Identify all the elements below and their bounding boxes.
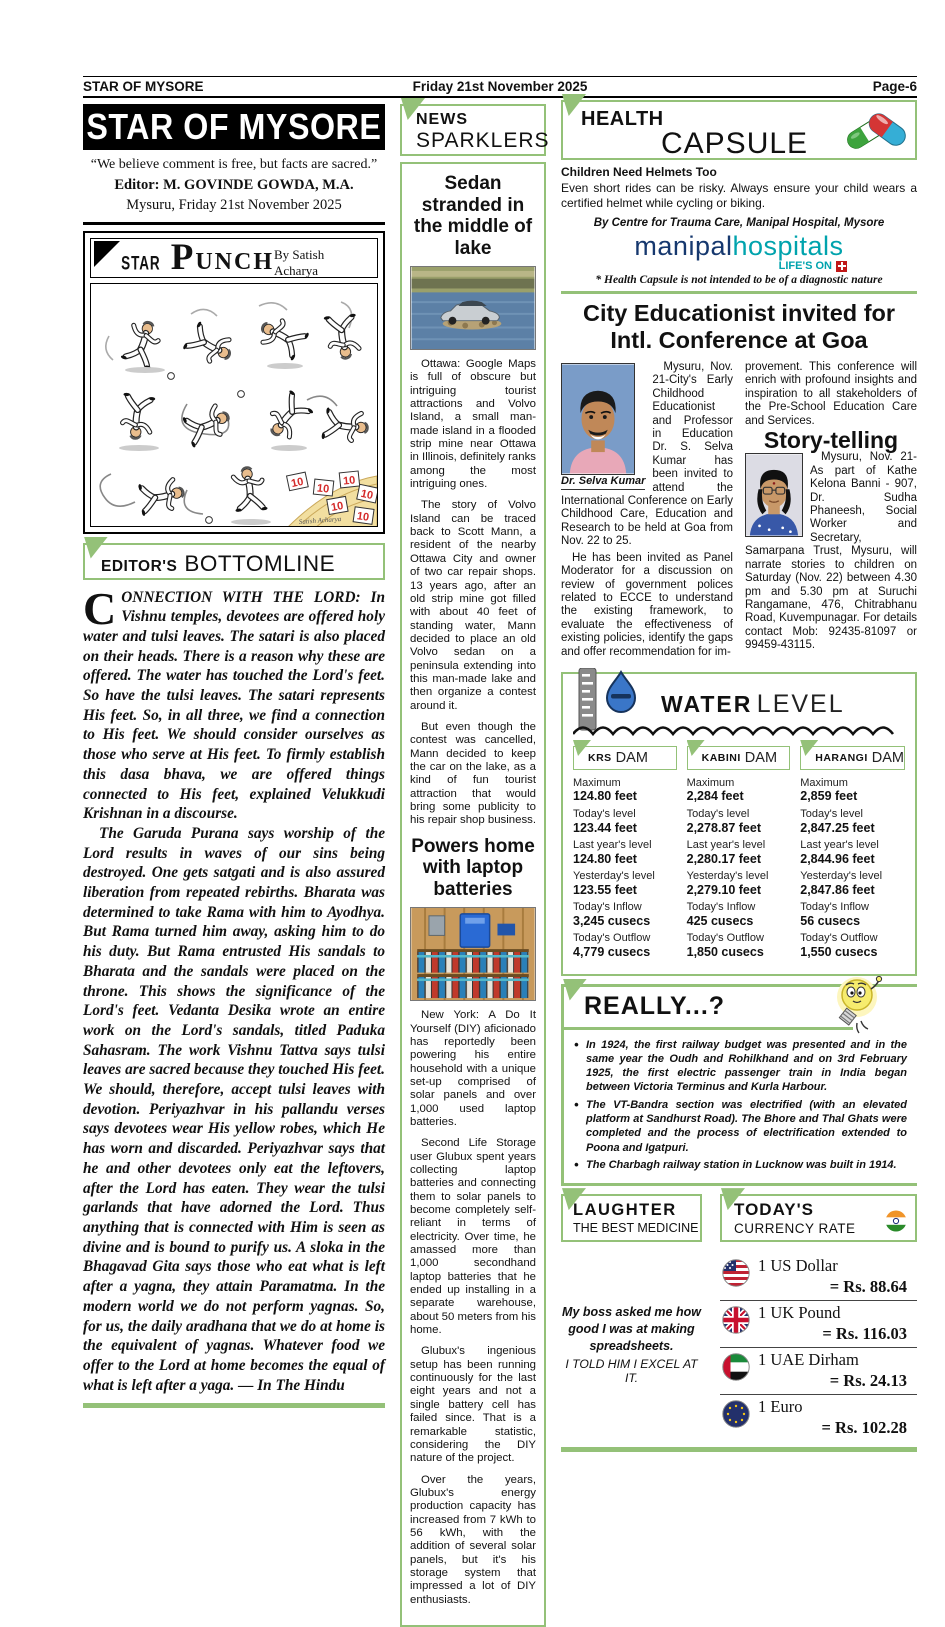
red-cross-icon: [836, 261, 847, 272]
really-facts-list: [564, 1030, 917, 1184]
svg-text:10: 10: [290, 475, 305, 490]
uae-flag-icon: [722, 1353, 750, 1386]
water-level-section: [561, 672, 917, 976]
health-capsule-header: [561, 100, 917, 160]
drop-cap: C: [83, 582, 117, 634]
currency-subtitle: CURRENCY RATE: [734, 1221, 856, 1237]
dam-name: HARANGI: [815, 751, 868, 764]
dam-stat: Maximum 2,284 feet: [686, 776, 744, 804]
selva-kumar-photo: [561, 363, 645, 488]
really-section: [561, 984, 917, 1187]
masthead-motto: “We believe comment is free, but facts are sacred.”: [90, 157, 378, 172]
title-level: LEVEL: [756, 689, 845, 718]
dam-stat: Today's Inflow 425 cusecs: [686, 901, 756, 928]
really-title: REALLY...?: [584, 992, 726, 1020]
page-header: [83, 76, 917, 98]
news-sparklers-header: [400, 104, 550, 156]
dam-krs: [573, 746, 677, 964]
currency-name: 1 UAE Dirham: [758, 1350, 859, 1370]
eu-flag-icon: [722, 1400, 750, 1433]
star-punch-title: PUNCH: [170, 237, 275, 278]
dam-stat: Last year's level 2,844.96 feet: [800, 839, 879, 866]
city-educationist-article: [561, 361, 917, 662]
fact-item: • The VT-Bandra section was electrified (with an elevated platform at Sandhurst Road). The Bhore and Thal Ghats were completed and the process of electrification extended to Poona and Igatpuri.: [572, 1098, 907, 1155]
dam-stat: Yesterday's level 123.55 feet: [573, 870, 655, 897]
laughter-section: [561, 1194, 702, 1441]
masthead-editor: Editor: M. GOVINDE GOWDA, M.A.: [114, 177, 354, 193]
cartoon-image: [90, 283, 378, 527]
article-column-2: [745, 361, 917, 662]
star-punch-header: [90, 238, 378, 278]
story-headline: Sedan stranded in the middle of lake: [413, 173, 533, 259]
capsule-pills-icon: [843, 106, 909, 163]
news-sparklers-kicker: NEWS: [416, 111, 468, 128]
article-column-1: [561, 361, 733, 662]
article-paragraph: provement. This conference will enrich with profound insights and inspiration to all stakeholders of the Pre-School Education Care and Services.: [745, 361, 917, 427]
dam-stat: Today's level 2,847.25 feet: [800, 808, 875, 835]
wave-line-icon: [573, 720, 905, 743]
currency-value: = Rs. 88.64: [829, 1277, 907, 1297]
story-paragraph: Over the years, Glubux's energy production capacity has increased from 7 kWh to 56 kWh, with the addition of several solar panels, but it's his storage system that impressed a lot of DIY enthusiasts.: [410, 1473, 536, 1606]
dam-name: KABINI: [701, 751, 741, 764]
dam-stat: Maximum 2,859 feet: [800, 776, 858, 804]
dam-stat: Today's Outflow 1,850 cusecs: [686, 932, 764, 959]
dam-stat: Today's Inflow 56 cusecs: [800, 901, 869, 928]
story-paragraph: Second Life Storage user Glubux spent years collecting laptop batteries and connecting them to solar panels to become completely self-reliant in terms of electricity. Over time, he amassed more than 1,000 secondhand laptop batteries that he ended up installing in a separate warehouse, about 50 meters from his home.: [410, 1137, 536, 1337]
article-paragraph: Mysuru, Nov. 21- As part of Kathe Kelona Banni - 907, Dr. Sudha Phaneesh, Social Worker and Secretary, Samarpana Trust, Mysuru, will narrate stories to children on Saturday (Nov. 22) between 4.30 pm and 5.30 pm at Suruchi Rangamane, 476, Chitrabhanu Road, Kuvempunagar. For details contact Mob: 92435-81097 or 99459-43115.: [745, 451, 917, 652]
page-number: Page-6: [872, 79, 917, 94]
dam-stat: Yesterday's level 2,847.86 feet: [800, 870, 883, 897]
dam-stat: Last year's level 124.80 feet: [573, 839, 652, 866]
story-paragraph: Ottawa: Google Maps is full of obscure but intriguing tourist attractions and Volvo Island, a small man-made island in a flooded strip mine near Ottawa in Illinois, definitely ranks among the most intriguing ones.: [410, 358, 536, 491]
currency-header: [720, 1194, 917, 1242]
dam-stat: Today's Outflow 1,550 cusecs: [800, 932, 878, 959]
column-end-rule: [561, 1447, 917, 1452]
fact-item: • The Charbagh railway station in Lucknow was built in 1914.: [572, 1158, 907, 1172]
svg-text:10: 10: [359, 487, 375, 502]
sedan-on-lake-photo: [410, 266, 536, 350]
water-level-title: [661, 690, 845, 719]
green-corner-triangle-icon: [84, 537, 108, 559]
dam-stat: Today's Inflow 3,245 cusecs: [573, 901, 651, 928]
joke-text: [561, 1304, 702, 1385]
gymnast-cartoon-illustration: [91, 284, 377, 527]
logo-manipal: manipal: [634, 231, 733, 261]
manipal-hospitals-logo: [561, 231, 917, 262]
dam-stat: Maximum 124.80 feet: [573, 776, 637, 804]
story-headline: Powers home with laptop batteries: [411, 835, 535, 900]
right-column: [561, 100, 917, 1452]
svg-text:10: 10: [356, 509, 370, 524]
currency-title: TODAY'S: [734, 1200, 815, 1220]
health-capsule-disclaimer: * Health Capsule is not intended to be of a diagnostic nature: [595, 274, 883, 286]
really-header: [564, 987, 917, 1027]
currency-name: 1 Euro: [758, 1397, 803, 1417]
dam-stat: Today's level 123.44 feet: [573, 808, 637, 835]
star-punch-cartoon-box: [83, 231, 385, 534]
photo-caption: Dr. Selva Kumar: [561, 474, 645, 490]
article-paragraph: Mysuru, Nov. 21-City's Early Childhood Educationist and Professor in Education Dr. S. Selva Kumar has been invited to attend the International Conference on Early Childhood Care, Education and Research to be held at Goa from Nov. 22 to 25.: [561, 361, 733, 548]
svg-text:10: 10: [316, 481, 330, 496]
article-paragraph: He has been invited as Panel Moderator for a discussion on review of government polices related to ECCE to understand the existing framework, to evaluate the effectiveness of existing policies, identify the gaps and offer recommendation for im-: [561, 551, 733, 658]
dam-word: DAM: [615, 749, 648, 766]
title-water: WATER: [661, 690, 753, 717]
svg-text:10: 10: [330, 499, 345, 514]
star-punch-kicker: STAR: [121, 252, 161, 275]
paper-name: STAR OF MYSORE: [83, 79, 204, 94]
dam-word: DAM: [871, 749, 904, 766]
story-paragraph: Glubux's ingenious setup has been running continuously for the last eight years and not a single battery cell has failed since. That is a remarkable statistic, considering the DIY nature of the project.: [410, 1345, 536, 1465]
editors-bottomline-title: BOTTOMLINE: [184, 550, 336, 576]
currency-value: = Rs. 116.03: [822, 1324, 907, 1344]
uk-flag-icon: [722, 1306, 750, 1339]
dam-stat: Today's level 2,278.87 feet: [686, 808, 761, 835]
masthead: [83, 104, 385, 150]
dam-header: [573, 746, 677, 770]
editors-bottomline-article: [83, 582, 385, 1396]
dam-kabini: [687, 746, 791, 964]
currency-rate-row: [720, 1348, 917, 1395]
black-corner-triangle-icon: [94, 241, 120, 267]
logo-hospitals: hospitals: [732, 231, 844, 261]
svg-text:10: 10: [342, 473, 356, 488]
left-column: [83, 104, 385, 1408]
health-capsule-title: CAPSULE: [661, 127, 809, 160]
masthead-title: STAR OF MYSORE: [86, 105, 382, 148]
divider: [83, 222, 385, 225]
laughter-subtitle: THE BEST MEDICINE: [573, 1221, 699, 1236]
story-paragraph: The story of Volvo Island can be traced back to Scott Mann, a resident of the nearby Ottawa City and owner of two car repair shops. 13 years ago, after an old strip mine got filled with about 40 feet of standing water, Mann decided to place an old Volvo sedan on a peninsula extending into this man-made lake and then organize a contest around it.: [410, 499, 536, 712]
dam-header: [687, 746, 791, 770]
article-paragraph: [83, 582, 385, 824]
currency-value: = Rs. 102.28: [821, 1418, 907, 1438]
dam-name: KRS: [588, 751, 612, 764]
currency-section: [720, 1194, 917, 1441]
divider: [561, 291, 917, 294]
joke-punchline: I TOLD HIM I EXCEL AT IT.: [565, 1357, 698, 1386]
currency-rates-list: [720, 1254, 917, 1441]
news-sparklers-column: [400, 104, 550, 1627]
story-telling-headline: Story-telling: [763, 427, 899, 454]
city-educationist-headline: City Educationist invited for Intl. Conference at Goa: [582, 300, 896, 353]
us-flag-icon: [722, 1259, 750, 1292]
editors-bottomline-kicker: EDITOR'S: [101, 557, 178, 575]
story-paragraph: New York: A Do It Yourself (DIY) aficionado has reportedly been powering his entire household with a unique set-up comprised of solar panels and over 1,000 used laptop batteries.: [410, 1009, 536, 1128]
currency-rate-row: [720, 1301, 917, 1348]
dam-word: DAM: [744, 749, 778, 766]
dam-header: [800, 746, 905, 770]
joke-setup: My boss asked me how good I was at making spreadsheets.: [562, 1305, 701, 1354]
star-punch-byline: By Satish Acharya: [274, 246, 325, 278]
story-paragraph: But even though the contest was cancelled, Mann decided to keep the car on the lake, as a kind of fun tourist attraction that would bring some publicity to his repair shop business.: [410, 720, 536, 827]
dam-stat: Today's Outflow 4,779 cusecs: [573, 932, 651, 959]
currency-rate-row: [720, 1254, 917, 1301]
page-date: Friday 21st November 2025: [412, 79, 588, 94]
fact-item: • In 1924, the first railway budget was presented and in the same year the Oudh and Rohilkhand and on 3rd February 1925, the first electric passenger train in India began between Victoria Terminus and Kurla Harbour.: [572, 1038, 907, 1095]
paragraph-text: ONNECTION WITH THE LORD: In Vishnu temples, devotees are offered holy water and tulsi leaves. The satari is also placed on their heads. There is a reason why these are offered. The water has touched the Lord's feet. So have the tulsi leaves. The satari represents His feet. So, in all three, we find a connection to His feet. We should consider ourselves as those who serve at His feet. To firmly establish this dasa bhava, we are offered things connected to His feet, explained Velukkudi Krishnan in a discourse.: [83, 588, 385, 823]
news-sparklers-body: [400, 162, 546, 1627]
bottom-row: [561, 1194, 917, 1441]
tagline-text: LIFE'S ON: [778, 260, 832, 272]
column-end-rule: [83, 1403, 385, 1408]
cartoonist-signature: Satish Acharya: [298, 514, 342, 526]
health-capsule-kicker: HEALTH: [581, 108, 664, 130]
dam-harangi: [800, 746, 905, 964]
india-flag-icon: [885, 1210, 907, 1237]
currency-name: 1 US Dollar: [758, 1256, 838, 1276]
masthead-dateline: Mysuru, Friday 21st November 2025: [126, 197, 342, 213]
health-capsule-subhead: Children Need Helmets Too: [561, 165, 717, 179]
water-level-header: [573, 680, 905, 738]
dam-stat: Last year's level 2,280.17 feet: [686, 839, 766, 866]
currency-rate-row: [720, 1395, 917, 1441]
currency-value: = Rs. 24.13: [829, 1371, 907, 1391]
health-capsule-byline: By Centre for Trauma Care, Manipal Hospital, Mysore: [593, 217, 885, 229]
news-sparklers-title: SPARKLERS: [416, 129, 550, 152]
currency-name: 1 UK Pound: [758, 1303, 841, 1323]
lightbulb-mascot-icon: [827, 973, 889, 1040]
dam-grid: [573, 746, 905, 964]
laptop-battery-storage-photo: [410, 907, 536, 1001]
laughter-title: LAUGHTER: [573, 1201, 677, 1220]
health-capsule-body: Even short rides can be risky. Always ensure your child wears a certified helmet while cycling or biking.: [561, 181, 917, 210]
sudha-phaneesh-photo: [745, 453, 803, 537]
editors-bottomline-header: [83, 543, 385, 580]
laughter-header: [561, 1194, 702, 1242]
dam-stat: Yesterday's level 2,279.10 feet: [686, 870, 769, 897]
judges-score-cards: [287, 470, 377, 526]
article-paragraph: The Garuda Purana says worship of the Lord results in waves of our sins being destroyed. One gets satgati and is also assured liberation from repeated rebirths. Bharata was determined to take Rama with him to Ayodhya. But Rama turned him away, asking him to do his duty. But Rama entrusted His sandals to Bharata and the sandals were placed on the throne. This shows the significance of the Lord's feet. Vedanta Desika wrote an entire work on the Lord's sandals, titled Paduka Sahasram. The work Vishnu Tattva says tulsi leaves are sacred because they touched His feet. We should, therefore, accept tulsi leaves with devotion. Periyazhvar in his pallandu verses says devotees wear His yellow robes, which He has worn and discarded. Periyazhvar says that he and other devotees only eat the leftovers, after the Lord has eaten. They wear the tulsi garlands that have adorned the Lord. Thus anything that is connected with Him is seen as divine and is bound to purify us. A sloka in the Bhagavad Gita says those who eat what is left after a yagna, they attain Paramatma. In the modern world we do not perform yagnas. So, for us, the daily aradhana that we do at home is the equivalent of yagnas. Whatever food we offer to the Lord at home becomes the equal of what is left after a yaga. — In The Hindu: [83, 824, 385, 1394]
